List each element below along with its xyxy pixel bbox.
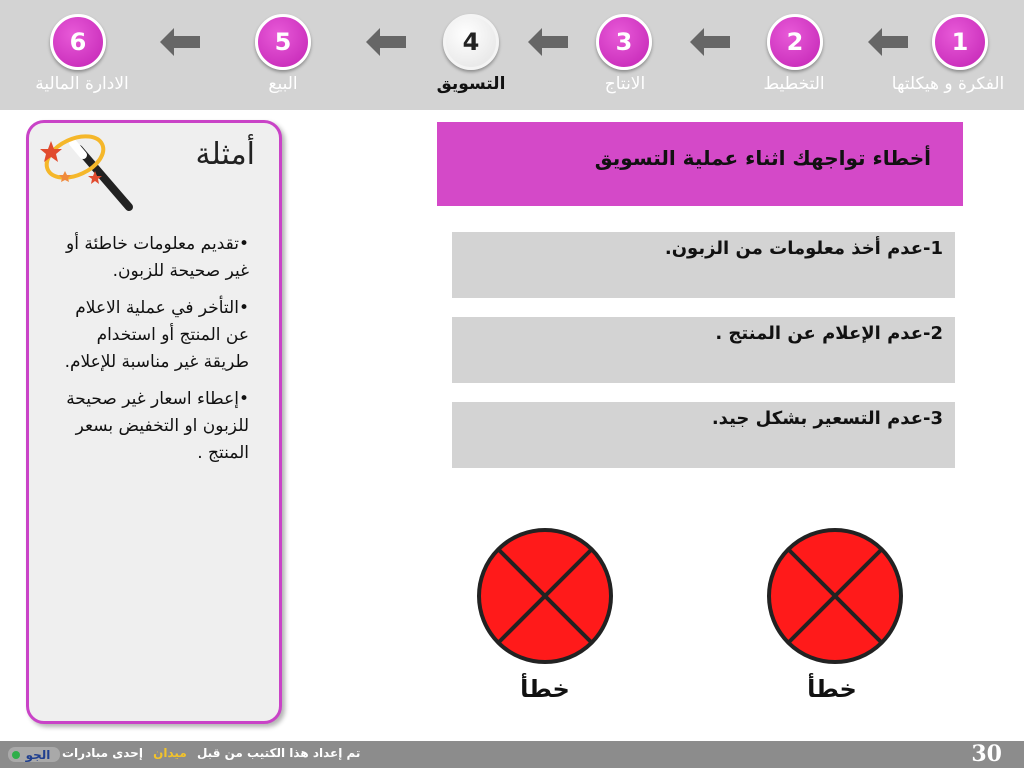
- wrong-label: خطأ: [807, 675, 857, 703]
- arrow-left-icon: [690, 28, 730, 56]
- step-6-button[interactable]: 6: [50, 14, 106, 70]
- step-4-label: التسويق: [436, 74, 506, 94]
- footer-credit: [62, 746, 360, 760]
- wrong-label: خطأ: [520, 675, 570, 703]
- credit-prefix: تم إعداد هذا الكتيب من قبل: [196, 746, 361, 760]
- examples-title: أمثلة: [195, 137, 255, 172]
- mistake-text: 1-عدم أخذ معلومات من الزبون.: [664, 238, 943, 259]
- mistake-text: 2-عدم الإعلام عن المنتج .: [715, 323, 943, 344]
- brand-name: ميدان: [153, 746, 187, 760]
- arrow-left-icon: [160, 28, 200, 56]
- magic-wand-icon: [37, 127, 137, 217]
- initiative-logo: [8, 744, 60, 765]
- footer-bar: [0, 741, 1024, 768]
- mistake-text: 3-عدم التسعير بشكل جيد.: [711, 408, 943, 429]
- wrong-x-icon: [766, 527, 904, 665]
- page-number: 30: [971, 741, 1002, 767]
- mistake-box: [452, 232, 955, 298]
- step-6-label: الادارة المالية: [35, 74, 129, 94]
- step-3-button[interactable]: 3: [596, 14, 652, 70]
- examples-list: [49, 231, 249, 477]
- step-5-button[interactable]: 5: [255, 14, 311, 70]
- step-4-button[interactable]: 4: [443, 14, 499, 70]
- step-2-button[interactable]: 2: [767, 14, 823, 70]
- logo-text: الجو: [25, 748, 51, 762]
- mistake-box: [452, 402, 955, 468]
- mistake-box: [452, 317, 955, 383]
- example-item: • إعطاء اسعار غير صحيحة للزبون او التخفيض بسعر المنتج .: [49, 386, 249, 467]
- arrow-left-icon: [528, 28, 568, 56]
- examples-panel: [26, 120, 282, 724]
- credit-suffix: إحدى مبادرات: [62, 746, 143, 760]
- section-heading-text: أخطاء تواجهك اثناء عملية التسويق: [594, 146, 931, 170]
- arrow-left-icon: [868, 28, 908, 56]
- step-5-label: البيع: [268, 74, 298, 94]
- logo-shape-icon: [8, 744, 60, 765]
- arrow-left-icon: [366, 28, 406, 56]
- step-1-button[interactable]: 1: [932, 14, 988, 70]
- example-item: • تقديم معلومات خاطئة أو غير صحيحة للزبون.: [49, 231, 249, 285]
- step-2-label: التخطيط: [763, 74, 825, 94]
- step-1-label: الفكرة و هيكلتها: [891, 74, 1005, 94]
- section-heading: [437, 122, 963, 206]
- example-item: • التأخر في عملية الاعلام عن المنتج أو استخدام طريقة غير مناسبة للإعلام.: [49, 295, 249, 376]
- step-3-label: الانتاج: [604, 74, 646, 94]
- wrong-x-icon: [476, 527, 614, 665]
- steps-bar: [0, 0, 1024, 110]
